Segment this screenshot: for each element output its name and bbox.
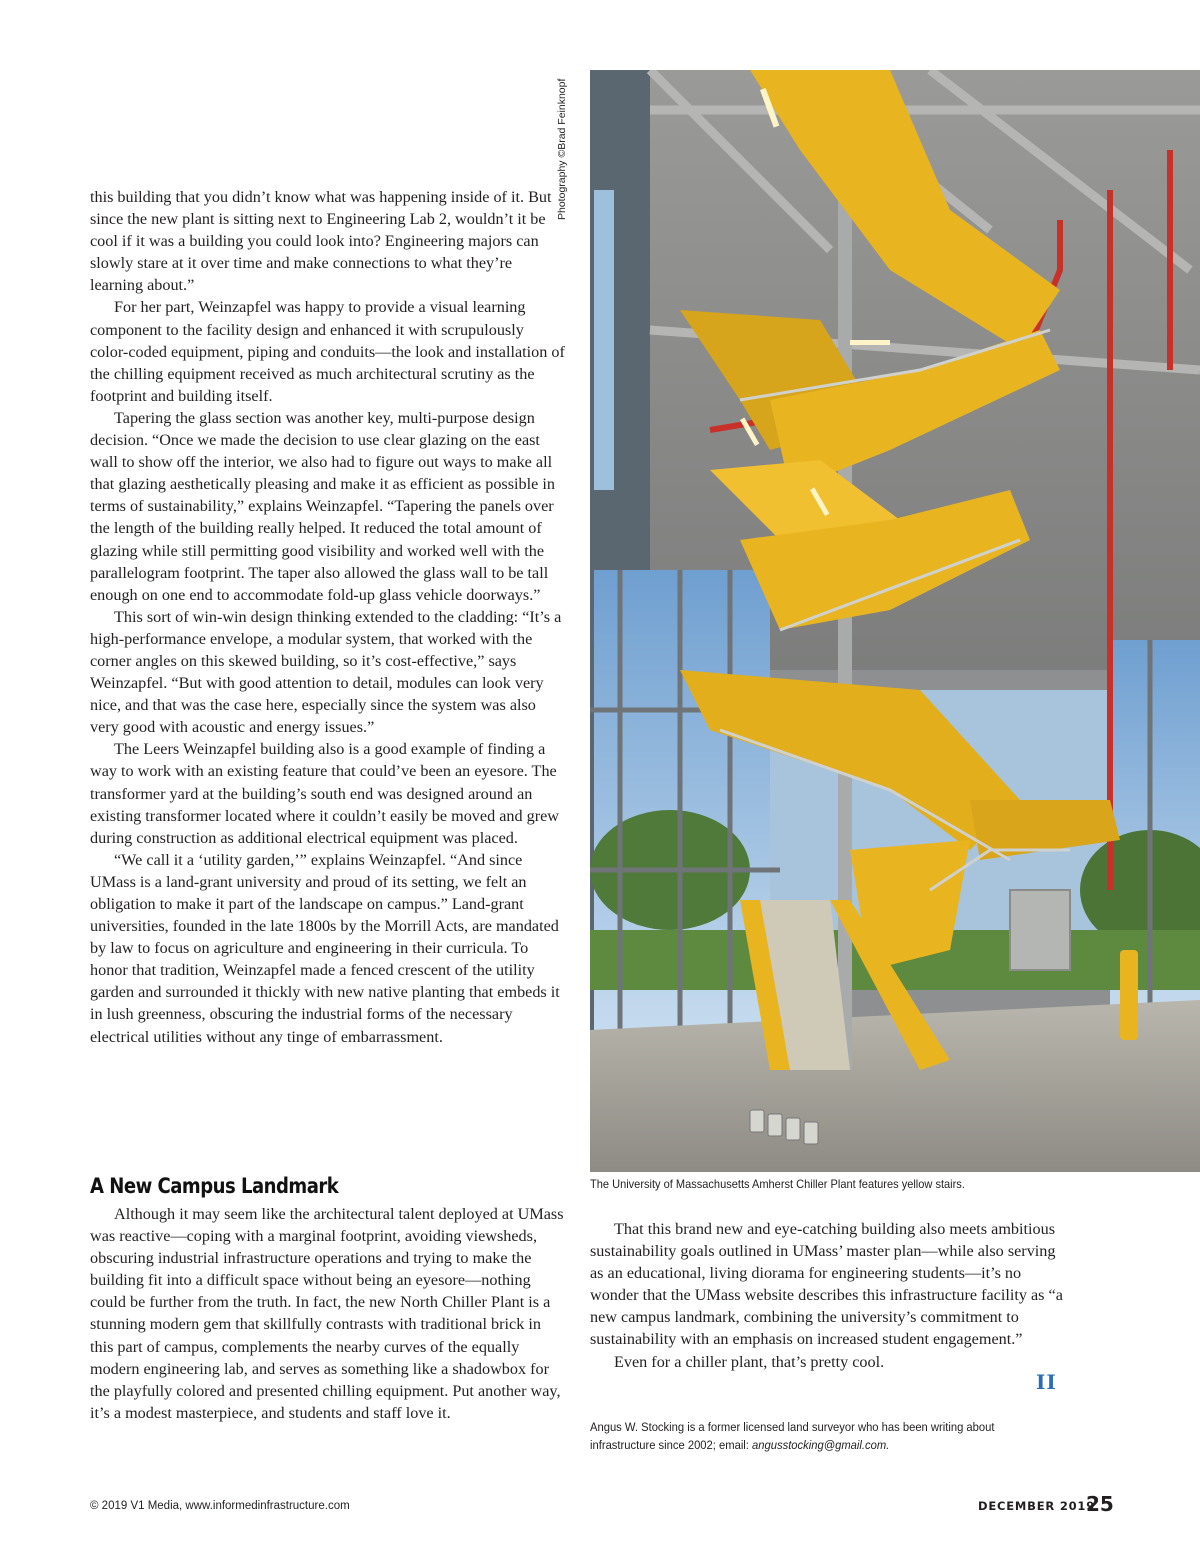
author-email-link[interactable]: angusstocking@gmail.com.	[752, 1438, 890, 1452]
article-column-left-top	[90, 186, 566, 1048]
end-mark-icon: II	[1036, 1370, 1057, 1394]
paragraph: This sort of win-win design thinking extended to the cladding: “It’s a high-performance envelope, a modular system, that worked with the corner angles on this skewed building, so it’s cost-effective,” says Weinzapfel. “But with good attention to detail, modules can look very nice, and that was the case here, especially since the system was also very good with acoustic and energy issues.”	[90, 607, 562, 737]
footer-issue-date: DECEMBER 2019	[978, 1499, 1096, 1513]
paragraph: this building that you didn’t know what was happening inside of it. But since the new plant is sitting next to Engineering Lab 2, wouldn’t it be cool if it was a building you could look into? Engineering majors can slowly stare at it over time and make connections to what they’re learning about.”	[90, 188, 552, 295]
stair-photo	[590, 70, 1200, 1172]
photo-caption: The University of Massachusetts Amherst Chiller Plant features yellow stairs.	[590, 1177, 965, 1191]
stair-photo-illustration	[590, 70, 1200, 1172]
paragraph: “We call it a ‘utility garden,’” explains Weinzapfel. “And since UMass is a land-grant university and proud of its setting, we felt an obligation to make it part of the landscape on campus.” Land-grant universities, founded in the late 1800s by the Morrill Acts, are mandated by law to focus on agriculture and engineering in their curricula. To honor that tradition, Weinzapfel made a fenced crescent of the utility garden and surrounded it thickly with new native planting that embeds it in lush greenness, obscuring the industrial forms of the necessary electrical utilities without any tinge of embarrassment.	[90, 850, 560, 1046]
paragraph: For her part, Weinzapfel was happy to provide a visual learning component to the facility design and enhanced it with scrupulously color-coded equipment, piping and conduits—the look and installation of the chilling equipment received as much architectural scrutiny as the footprint and building itself.	[90, 298, 565, 405]
paragraph: Although it may seem like the architectural talent deployed at UMass was reactive—coping with a marginal footprint, avoiding viewsheds, obscuring industrial infrastructure operations and trying to make the building fit into a difficult space without being an eyesore—nothing could be further from the truth. In fact, the new North Chiller Plant is a stunning modern gem that skillfully contrasts with traditional brick in this part of campus, complements the nearby curves of the equally modern engineering lab, and serves as something like a shadowbox for the playfully colored and presented chilling equipment. Put another way, it’s a modest masterpiece, and students and staff love it.	[90, 1205, 564, 1422]
paragraph: That this brand new and eye-catching building also meets ambitious sustainability goals outlined in UMass’ master plan—while also serving as an educational, living diorama for engineering students—it’s no wonder that the UMass website describes this infrastructure facility as “a new campus landmark, combining the university’s commitment to sustainability with an emphasis on increased student engagement.”	[590, 1220, 1063, 1349]
page-number: 25	[1086, 1492, 1114, 1516]
author-bio	[590, 1418, 1050, 1454]
article-column-right	[590, 1218, 1065, 1373]
photo-credit: Photography ©Brad Feinknopf	[556, 78, 568, 220]
paragraph: The Leers Weinzapfel building also is a good example of finding a way to work with an existing feature that could’ve been an eyesore. The transformer yard at the building’s south end was designed around an existing transformer located where it couldn’t easily be moved and grew during construction as additional electrical equipment was placed.	[90, 740, 559, 847]
paragraph: Even for a chiller plant, that’s pretty cool.	[614, 1352, 885, 1371]
footer-copyright: © 2019 V1 Media, www.informedinfrastructure.com	[90, 1500, 350, 1512]
paragraph: Tapering the glass section was another key, multi-purpose design decision. “Once we made the decision to use clear glazing on the east wall to show off the interior, we also had to figure out ways to make all that glazing aesthetically pleasing and make it as efficient as possible in terms of sustainability,” explains Weinzapfel. “Tapering the panels over the length of the building really helped. It reduced the total amount of glazing while still permitting good visibility and worked well with the parallelogram footprint. The taper also allowed the glass wall to be tall enough on one end to accommodate fold-up glass vehicle doorways.”	[90, 408, 555, 604]
article-column-left-bottom	[90, 1203, 566, 1424]
author-bio-text: Angus W. Stocking is a former licensed land surveyor who has been writing about infrastructure since 2002; email:	[590, 1420, 995, 1452]
section-heading: A New Campus Landmark	[90, 1174, 339, 1198]
